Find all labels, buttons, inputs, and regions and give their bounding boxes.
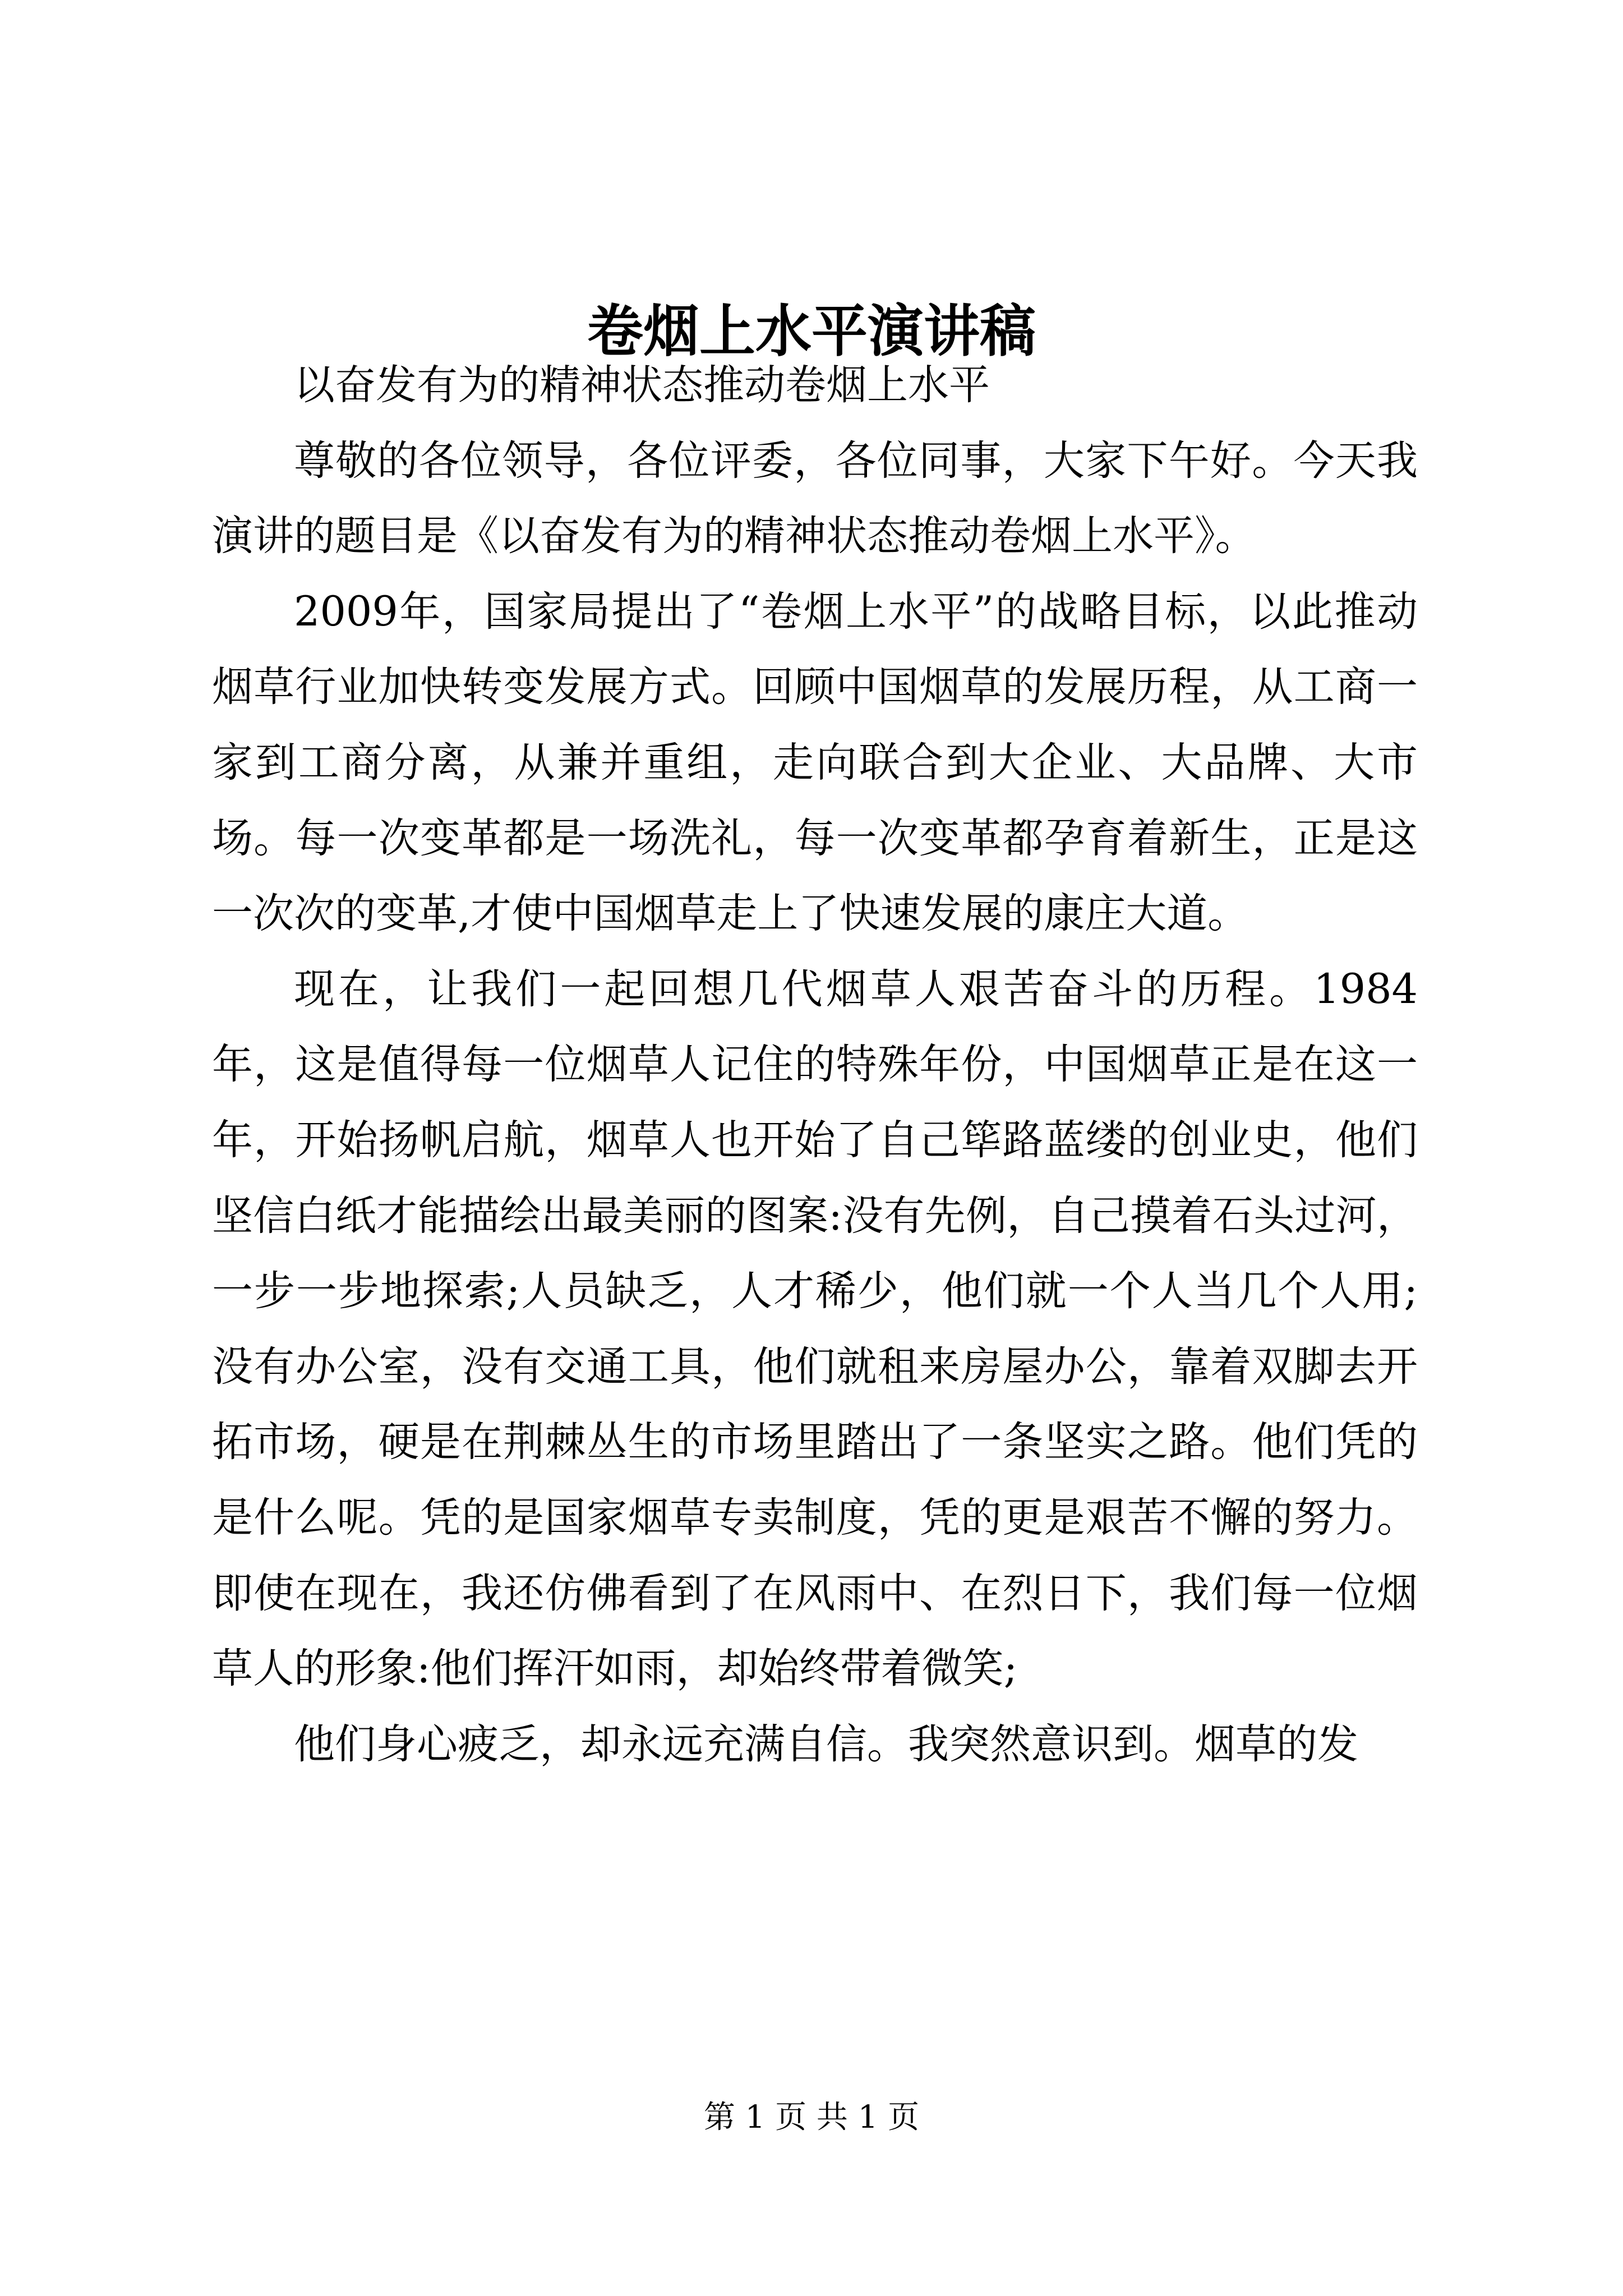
closing-paragraph: 他们身心疲乏，却永远充满自信。我突然意识到。烟草的发 [294,1720,1358,1768]
history-paragraph: 2009年，国家局提出了“卷烟上水平”的战略目标，以此推动烟草行业加快转变发展方式。回顾中国烟草的发展历程，从工商一家到工商分离，从兼并重组，走向联合到大企业、大品牌、大市场。每一次变革都是一场洗礼，每一次变革都孕育着新生，正是这一次次的变革,才使中国烟草走上了快速发展的康庄大道。 [212,587,1418,938]
greeting-paragraph: 尊敬的各位领导，各位评委，各位同事，大家下午好。今天我演讲的题目是《以奋发有为的精神状态推动卷烟上水平》。 [212,436,1418,560]
document-body [212,348,1418,1782]
page-number-footer: 第 1 页 共 1 页 [703,2099,920,2136]
struggle-paragraph: 现在，让我们一起回想几代烟草人艰苦奋斗的历程。1984年，这是值得每一位烟草人记住的特殊年份，中国烟草正是在这一年，开始扬帆启航，烟草人也开始了自己筚路蓝缕的创业史，他们坚信白纸才能描绘出最美丽的图案:没有先例，自己摸着石头过河，一步一步地探索;人员缺乏，人才稀少，他们就一个人当几个人用;没有办公室，没有交通工具，他们就租来房屋办公，靠着双脚去开拓市场，硬是在荆棘丛生的市场里踏出了一条坚实之路。他们凭的是什么呢。凭的是国家烟草专卖制度，凭的更是艰苦不懈的努力。即使在现在，我还仿佛看到了在风雨中、在烈日下，我们每一位烟草人的形象:他们挥汗如雨，却始终带着微笑; [212,965,1418,1693]
document-title: 卷烟上水平演讲稿 [587,298,1036,364]
subtitle-paragraph: 以奋发有为的精神状态推动卷烟上水平 [294,361,990,409]
